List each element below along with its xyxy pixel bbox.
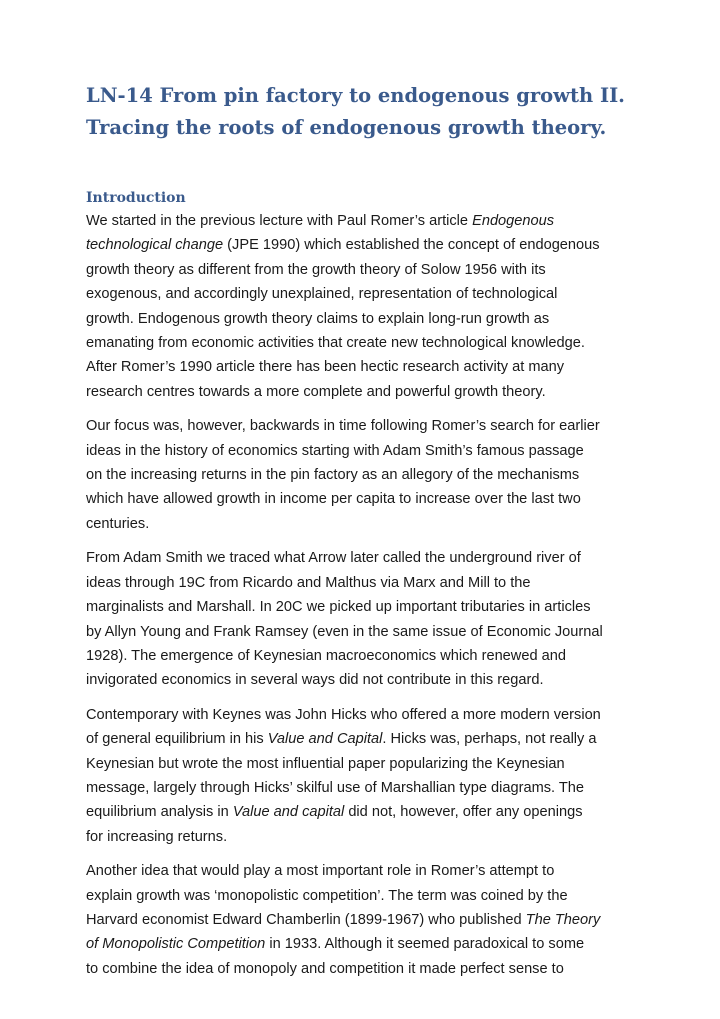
text-line: After Romer’s 1990 article there has been hectic research activity at many	[86, 359, 565, 376]
italic-title: of Monopolistic Competition	[86, 936, 266, 953]
text-line: which have allowed growth in income per capita to increase over the last two	[86, 491, 581, 508]
text-line: exogenous, and accordingly unexplained, representation of technological	[86, 286, 558, 303]
text-line	[86, 233, 646, 257]
text-line: to combine the idea of monopoly and competition it made perfect sense to	[86, 960, 564, 977]
text-line	[86, 932, 646, 956]
text-line: for increasing returns.	[86, 828, 228, 845]
text-line	[86, 908, 646, 932]
text-line	[86, 800, 646, 824]
italic-title: Endogenous	[472, 213, 555, 229]
text-line: growth theory as different from the growth theory of Solow 1956 with its	[86, 261, 546, 278]
paragraph-2	[86, 414, 646, 536]
text-line	[86, 209, 646, 233]
text-line: From Adam Smith we traced what Arrow later called the underground river of	[86, 550, 581, 567]
text-line: centuries.	[86, 515, 150, 532]
paragraph-5	[86, 859, 646, 981]
text-run: did not, however, offer any openings	[344, 804, 583, 821]
text-line: invigorated economics in several ways did not contribute in this regard.	[86, 672, 544, 689]
paragraph-3	[86, 546, 646, 692]
text-line: research centres towards a more complete and powerful growth theory.	[86, 383, 546, 400]
text-run: of general equilibrium in his	[86, 731, 268, 748]
italic-title: technological change	[86, 237, 224, 254]
italic-title: The Theory	[525, 911, 601, 928]
paragraph-1	[86, 209, 646, 404]
title-line-2: Tracing the roots of endogenous growth theory.	[86, 116, 607, 139]
text-line: ideas through 19C from Ricardo and Malthus via Marx and Mill to the	[86, 574, 531, 591]
text-run: We started in the previous lecture with Paul Romer’s article	[86, 213, 473, 229]
text-line: by Allyn Young and Frank Ramsey (even in the same issue of Economic Journal	[86, 623, 603, 640]
text-line: message, largely through Hicks’ skilful use of Marshallian type diagrams. The	[86, 779, 585, 796]
text-line: emanating from economic activities that create new technological knowledge.	[86, 335, 585, 352]
section-heading-introduction: Introduction	[86, 190, 186, 206]
text-run: . Hicks was, perhaps, not really a	[382, 731, 597, 748]
text-run: (JPE 1990) which established the concept of endogenous	[223, 237, 600, 254]
text-run: equilibrium analysis in	[86, 804, 233, 821]
text-line: on the increasing returns in the pin factory as an allegory of the mechanisms	[86, 467, 580, 484]
italic-title: Value and capital	[232, 804, 345, 821]
body-text	[86, 209, 646, 991]
text-line: 1928). The emergence of Keynesian macroeconomics which renewed and	[86, 647, 566, 664]
text-line: Our focus was, however, backwards in time following Romer’s search for earlier	[86, 418, 600, 435]
text-line: growth. Endogenous growth theory claims to explain long-run growth as	[86, 310, 550, 327]
text-line: ideas in the history of economics starting with Adam Smith’s famous passage	[86, 442, 584, 459]
text-line	[86, 727, 646, 751]
text-line: Contemporary with Keynes was John Hicks who offered a more modern version	[86, 706, 601, 723]
text-line: Another idea that would play a most important role in Romer’s attempt to	[86, 863, 555, 880]
italic-title: Value and Capital	[267, 731, 383, 748]
title-line-1: LN-14 From pin factory to endogenous growth II.	[86, 84, 625, 107]
document-title	[86, 80, 686, 144]
text-run: in 1933. Although it seemed paradoxical to some	[265, 936, 585, 953]
text-line: explain growth was ‘monopolistic competition’. The term was coined by the	[86, 887, 568, 904]
text-run: Harvard economist Edward Chamberlin (1899-1967) who published	[86, 911, 526, 928]
text-line: marginalists and Marshall. In 20C we picked up important tributaries in articles	[86, 599, 591, 616]
text-line: Keynesian but wrote the most influential paper popularizing the Keynesian	[86, 755, 565, 772]
paragraph-4	[86, 703, 646, 849]
